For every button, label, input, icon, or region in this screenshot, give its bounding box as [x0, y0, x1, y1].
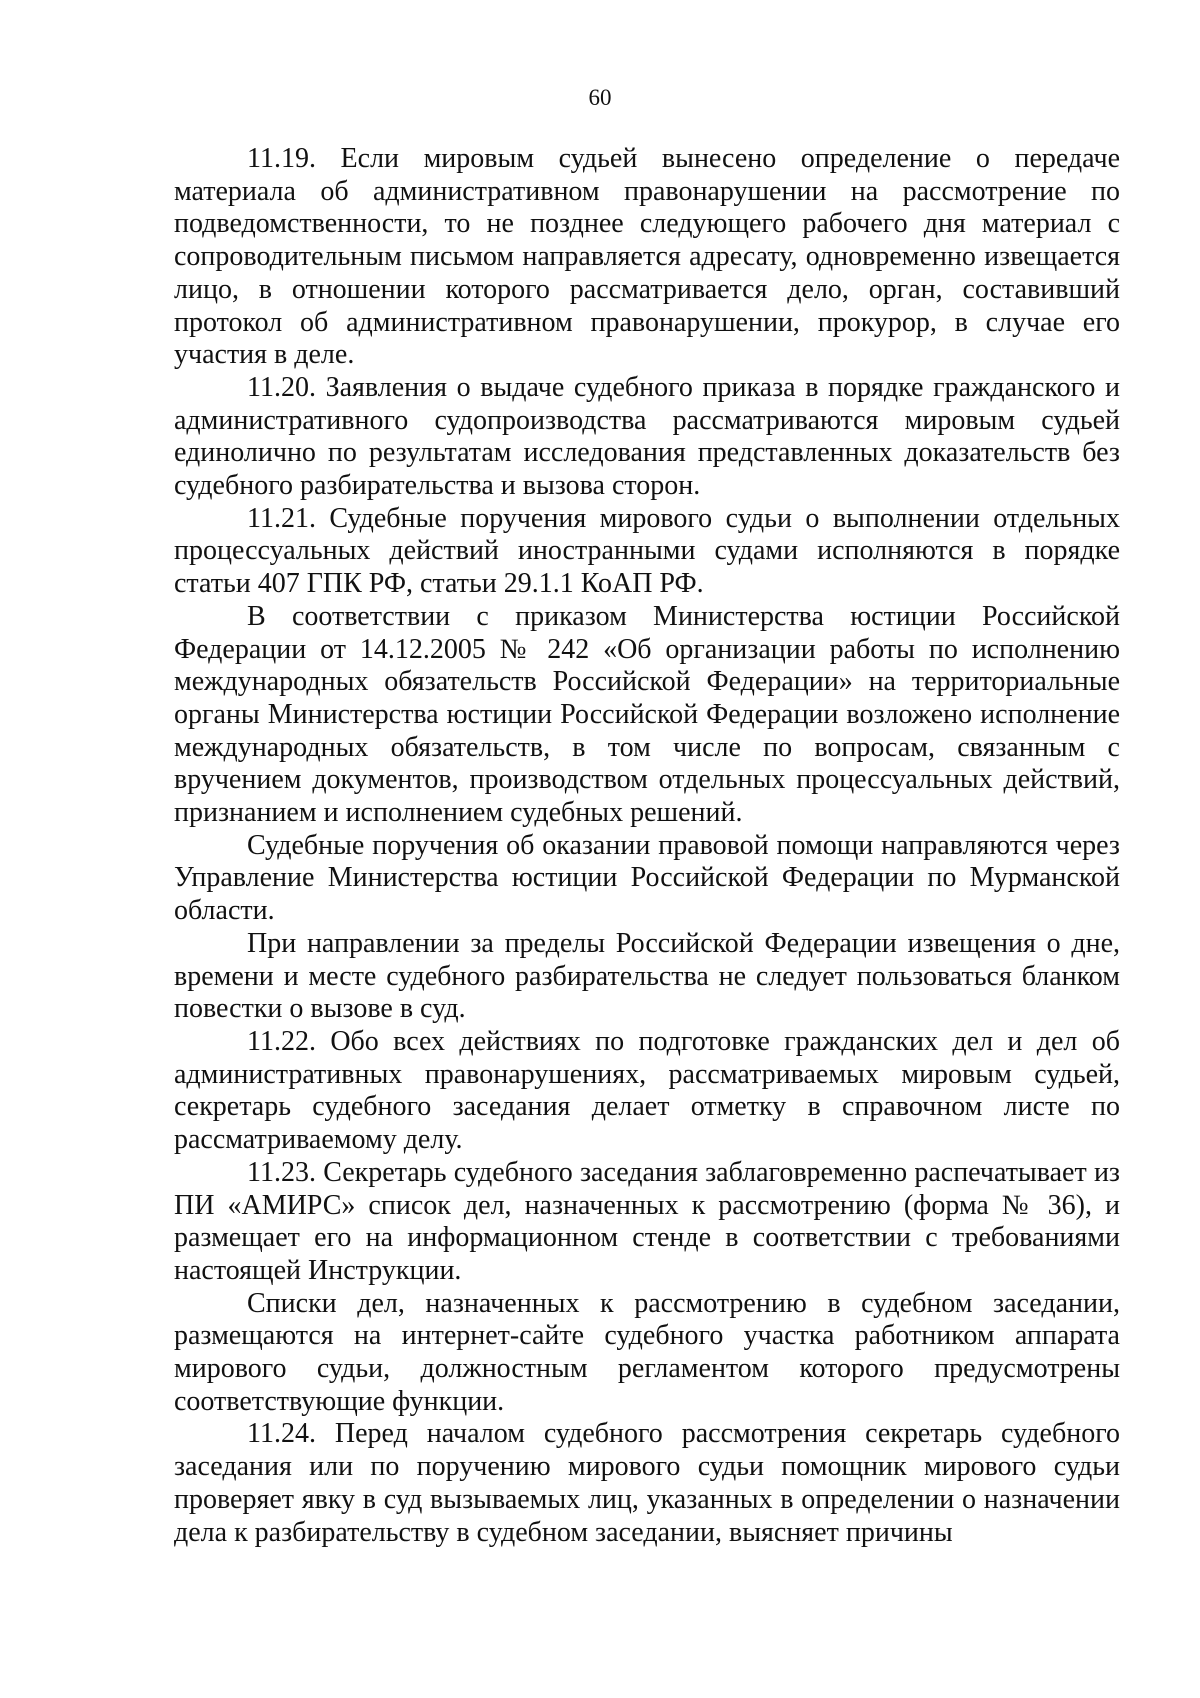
document-body — [174, 143, 1120, 1549]
paragraph-case-lists: Списки дел, назначенных к рассмотрению в судебном заседании, размещаются на интернет-сайте судебного участка работником аппарата мирового судьи, должностным регламентом которого предусмотрены соответствующие функции. — [174, 1287, 1120, 1417]
paragraph-11-24: 11.24. Перед началом судебного рассмотрения секретарь судебного заседания или по поручению мирового судьи помощник мирового судьи проверяет явку в суд вызываемых лиц, указанных в определении о назначении дела к разбирательству в судебном заседании, выясняет причины — [174, 1418, 1120, 1548]
paragraph-legal-assistance: Судебные поручения об оказании правовой помощи направляются через Управление Министерства юстиции Российской Федерации по Мурманской области. — [174, 829, 1120, 927]
paragraph-notice-abroad: При направлении за пределы Российской Федерации извещения о дне, времени и месте судебного разбирательства не следует пользоваться бланком повестки о вызове в суд. — [174, 927, 1120, 1025]
page-number: 60 — [588, 85, 612, 110]
paragraph-ministry-order: В соответствии с приказом Министерства юстиции Российской Федерации от 14.12.2005 № 242 «Об организации работы по исполнению международных обязательств Российской Федерации» на территориальные органы Министерства юстиции Российской Федерации возложено исполнение международных обязательств, в том числе по вопросам, связанным с вручением документов, производством отдельных процессуальных действий, признанием и исполнением судебных решений. — [174, 600, 1120, 829]
paragraph-11-22: 11.22. Обо всех действиях по подготовке гражданских дел и дел об административных правонарушениях, рассматриваемых мировым судьей, секретарь судебного заседания делает отметку в справочном листе по рассматриваемому делу. — [174, 1025, 1120, 1156]
paragraph-11-19: 11.19. Если мировым судьей вынесено определение о передаче материала об административном правонарушении на рассмотрение по подведомственности, то не позднее следующего рабочего дня материал с сопроводительным письмом направляется адресату, одновременно извещается лицо, в отношении которого рассматривается дело, орган, составивший протокол об административном правонарушении, прокурор, в случае его участия в деле. — [174, 143, 1120, 371]
paragraph-11-21: 11.21. Судебные поручения мирового судьи о выполнении отдельных процессуальных действий иностранными судами исполняются в порядке статьи 407 ГПК РФ, статьи 29.1.1 КоАП РФ. — [174, 502, 1120, 600]
paragraph-11-23: 11.23. Секретарь судебного заседания заблаговременно распечатывает из ПИ «АМИРС» список дел, назначенных к рассмотрению (форма № 36), и размещает его на информационном стенде в соответствии с требованиями настоящей Инструкции. — [174, 1156, 1120, 1286]
paragraph-11-20: 11.20. Заявления о выдаче судебного приказа в порядке гражданского и административного судопроизводства рассматриваются мировым судьей единолично по результатам исследования представленных доказательств без судебного разбирательства и вызова сторон. — [174, 371, 1120, 502]
